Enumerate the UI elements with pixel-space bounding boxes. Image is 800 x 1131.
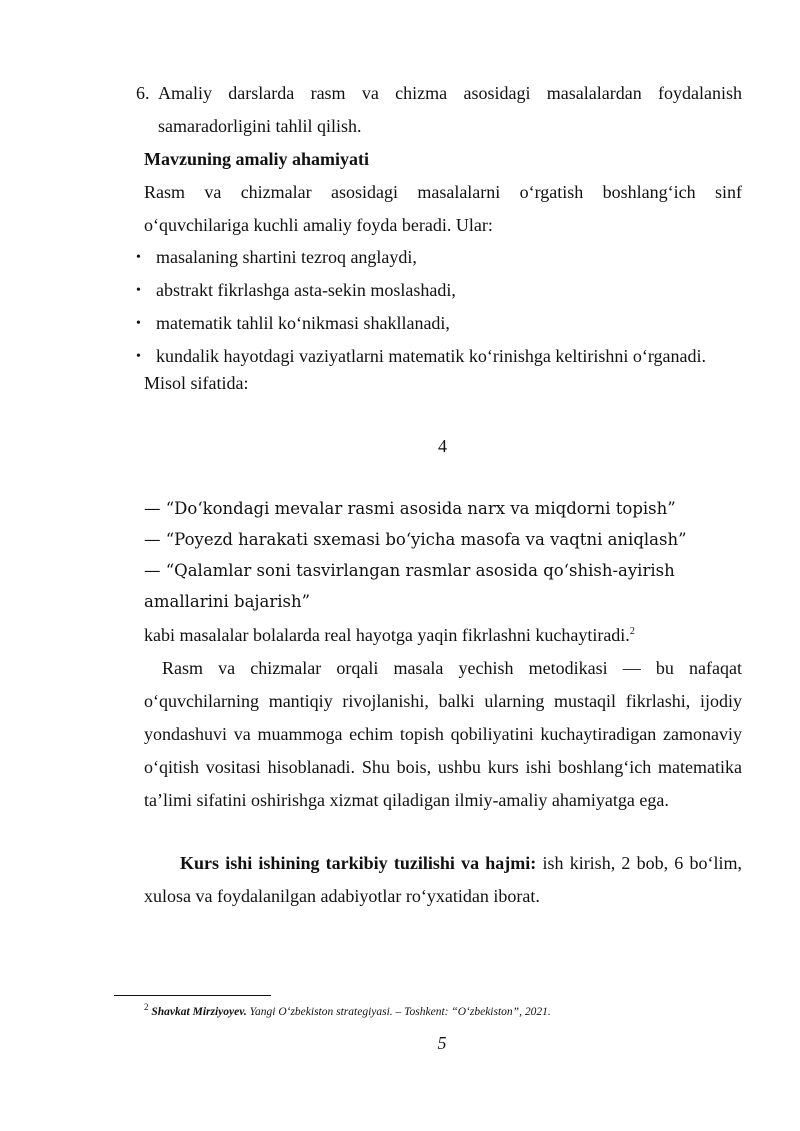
list-item — [136, 241, 742, 274]
bullet-icon: • — [136, 349, 141, 364]
list-item — [136, 274, 742, 307]
bullet-icon: • — [136, 316, 141, 331]
bullet-list — [136, 241, 742, 373]
footnote-divider — [114, 995, 271, 996]
footnote-reference: 2 — [629, 626, 635, 637]
bullet-text: abstrakt fikrlashga asta-sekin moslashadi, — [156, 280, 456, 300]
intro-paragraph: Rasm va chizmalar asosidagi masalalarni o‘rgatish boshlang‘ich sinf o‘quvchilariga kuchli amaliy foyda beradi. Ular: — [144, 182, 742, 235]
footnote-number: 2 — [144, 1002, 149, 1013]
bullet-text: masalaning shartini tezroq anglaydi, — [156, 247, 417, 267]
example-item: — “Qalamlar soni tasvirlangan rasmlar asosida qo‘shish-ayirish amallarini bajarish” — [144, 561, 675, 611]
bullet-icon: • — [136, 283, 141, 298]
list-item — [136, 307, 742, 340]
bullet-text: matematik tahlil ko‘nikmasi shakllanadi, — [156, 313, 450, 333]
footnote — [144, 1003, 551, 1021]
numbered-item-6 — [136, 77, 742, 143]
method-paragraph: Rasm va chizmalar orqali masala yechish metodikasi — bu nafaqat o‘quvchilarning mantiqiy rivojlanishi, balki ularning mustaqil fikrlashi, ijodiy yondashuvi va muammoga echim topish qobiliyatini kuchaytiradigan zamonaviy o‘qitish vositasi hisoblanadi. Shu bois, ushbu kurs ishi boshlang‘ich matematika ta’limi sifatini oshirishga xizmat qiladigan ilmiy-amaliy ahamiyatga ega. — [144, 658, 742, 810]
examples-list — [144, 493, 742, 617]
structure-text: ish kirish, 2 bob, 6 bo‘lim, xulosa va foydalanilgan adabiyotlar ro‘yxatidan iborat. — [144, 853, 742, 906]
list-number: 6. — [136, 83, 150, 103]
section-heading: Mavzuning amaliy ahamiyati — [144, 149, 370, 169]
page-number: 5 — [437, 1033, 447, 1053]
structure-label: Kurs ishi ishining tarkibiy tuzilishi va hajmi: — [180, 853, 537, 873]
embedded-page-number: 4 — [438, 436, 447, 456]
example-intro: Misol sifatida: — [144, 373, 249, 393]
structure-paragraph — [144, 847, 742, 913]
footnote-author: Shavkat Mirziyoyev. — [151, 1006, 247, 1018]
footnote-text: Yangi O‘zbekiston strategiyasi. – Toshkent: “O‘zbekiston”, 2021. — [246, 1006, 551, 1018]
examples-conclusion: kabi masalalar bolalarda real hayotga yaqin fikrlashni kuchaytiradi.$^2$ — [144, 625, 635, 645]
bullet-icon: • — [136, 250, 141, 265]
example-item: — “Poyezd harakati sxemasi bo‘yicha masofa va vaqtni aniqlash” — [144, 530, 687, 549]
bullet-text: kundalik hayotdagi vaziyatlarni matematik ko‘rinishga keltirishni o‘rganadi. — [156, 346, 707, 366]
example-item: — “Do‘kondagi mevalar rasmi asosida narx va miqdorni topish” — [144, 499, 676, 518]
list-item-text: Amaliy darslarda rasm va chizma asosidagi masalalardan foydalanish samaradorligini tahlil qilish. — [158, 83, 742, 136]
